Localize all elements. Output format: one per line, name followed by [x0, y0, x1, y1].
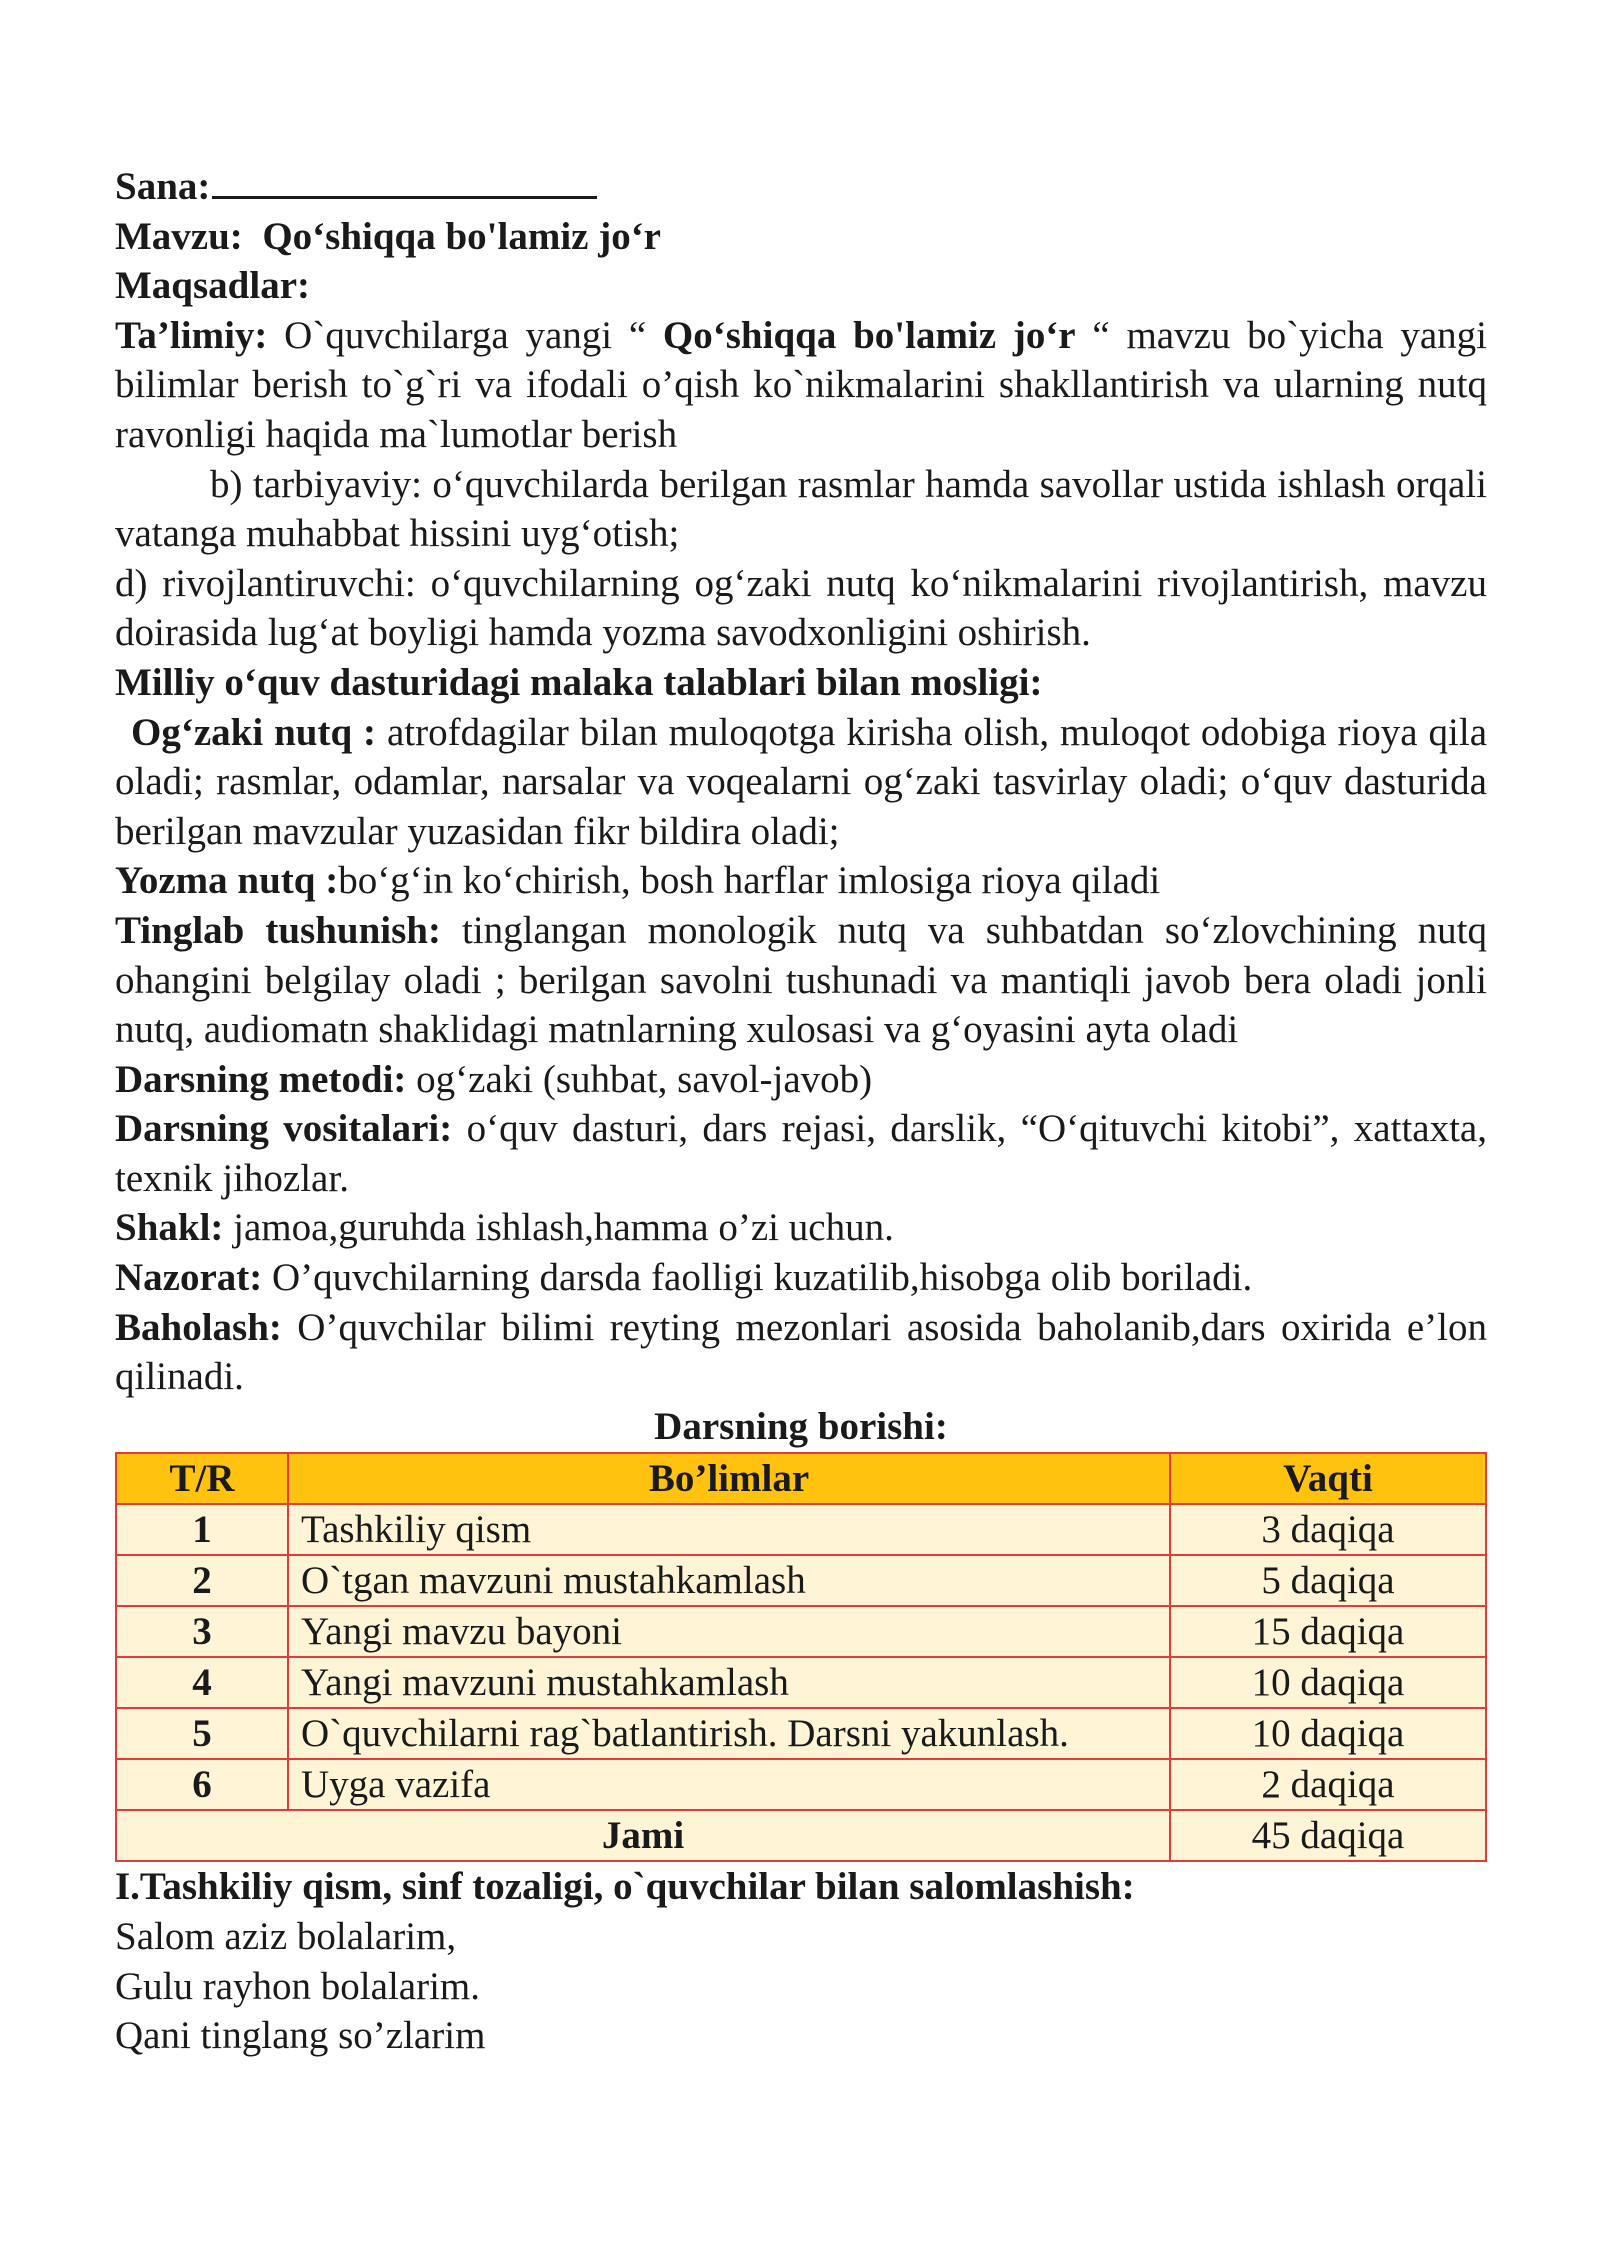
- tinglab-paragraph: Tinglab tushunish: tinglangan monologik nutq va suhbatdan so‘zlovchining nutq ohangini belgilay oladi ; berilgan savolni tushunadi va mantiqli javob bera oladi jonli nutq, audiomatn shaklidagi matnlarning xulosasi va g‘oyasini ayta oladi: [115, 908, 1487, 1052]
- mavzu-label: Mavzu:: [115, 214, 243, 258]
- row-number: 1: [116, 1504, 288, 1555]
- lesson-plan-page: [115, 162, 1487, 2061]
- header-bolimlar: Bo’limlar: [288, 1453, 1170, 1504]
- row-number: 3: [116, 1606, 288, 1657]
- row-section: O`tgan mavzuni mustahkamlash: [288, 1555, 1170, 1606]
- row-time: 5 daqiqa: [1170, 1555, 1486, 1606]
- total-time: 45 daqiqa: [1170, 1810, 1486, 1861]
- table-header-row: [116, 1453, 1486, 1504]
- poem-line: Salom aziz bolalarim,: [115, 1915, 457, 1959]
- header-tr: T/R: [116, 1453, 288, 1504]
- table-row: [116, 1759, 1486, 1810]
- ogzaki-paragraph: Og‘zaki nutq : atrofdagilar bilan muloqotga kirisha olish, muloqot odobiga rioya qila oladi; rasmlar, odamlar, narsalar va voqealarni og‘zaki tasvirlay oladi; o‘quv dasturida berilgan mavzular yuzasidan fikr bildira oladi;: [115, 710, 1487, 853]
- talimiy-paragraph: Ta’limiy: O`quvchilarga yangi “ Qo‘shiqqa bo'lamiz jo‘r “ mavzu bo`yicha yangi bilimlar berish to`g`ri va ifodali o’qish ko`nikmalarini shakllantirish va ularning nutq ravonligi haqida ma`lumotlar berish: [115, 313, 1487, 456]
- row-section: Yangi mavzuni mustahkamlash: [288, 1657, 1170, 1708]
- vosita-paragraph: Darsning vositalari: o‘quv dasturi, dars rejasi, darslik, “O‘qituvchi kitobi”, xattaxta, texnik jihozlar.: [115, 1107, 1487, 1200]
- table-row: [116, 1657, 1486, 1708]
- metod-paragraph: Darsning metodi: og‘zaki (suhbat, savol-javob): [115, 1057, 873, 1101]
- row-time: 15 daqiqa: [1170, 1606, 1486, 1657]
- milliy-heading: Milliy o‘quv dasturidagi malaka talablari bilan mosligi:: [115, 660, 1043, 704]
- table-total-row: [116, 1810, 1486, 1861]
- baholash-paragraph: Baholash: O’quvchilar bilimi reyting mezonlari asosida baholanib,dars oxirida e’lon qilinadi.: [115, 1305, 1487, 1399]
- talimiy-label: Ta’limiy:: [115, 313, 268, 357]
- rivojlantiruvchi-paragraph: d) rivojlantiruvchi: o‘quvchilarning og‘zaki nutq ko‘nikmalarini rivojlantirish, mavzu doirasida lug‘at boyligi hamda yozma savodxonligini oshirish.: [115, 561, 1487, 655]
- yozma-label: Yozma nutq :: [115, 859, 339, 903]
- vosita-label: Darsning vositalari:: [115, 1107, 453, 1151]
- row-number: 4: [116, 1657, 288, 1708]
- row-time: 3 daqiqa: [1170, 1504, 1486, 1555]
- poem-line: Gulu rayhon bolalarim.: [115, 1964, 480, 2008]
- header-vaqti: Vaqti: [1170, 1453, 1486, 1504]
- metod-label: Darsning metodi:: [115, 1057, 407, 1101]
- row-number: 6: [116, 1759, 288, 1810]
- table-title: Darsning borishi:: [654, 1404, 948, 1448]
- sana-line: [115, 162, 1487, 212]
- table-row: [116, 1555, 1486, 1606]
- sana-blank: [212, 166, 597, 199]
- row-section: Uyga vazifa: [288, 1759, 1170, 1810]
- shakl-label: Shakl:: [115, 1206, 224, 1250]
- tinglab-label: Tinglab tushunish:: [115, 908, 441, 952]
- tarbiyaviy-paragraph: b) tarbiyaviy: o‘quvchilarda berilgan rasmlar hamda savollar ustida ishlash orqali vatanga muhabbat hissini uyg‘otish;: [115, 462, 1487, 556]
- poem-line: Qani tinglang so’zlarim: [115, 2014, 486, 2058]
- row-number: 5: [116, 1708, 288, 1759]
- lesson-schedule-table: [115, 1452, 1487, 1862]
- maqsadlar-heading: Maqsadlar:: [115, 264, 310, 308]
- row-section: O`quvchilarni rag`batlantirish. Darsni yakunlash.: [288, 1708, 1170, 1759]
- nazorat-paragraph: Nazorat: O’quvchilarning darsda faolligi kuzatilib,hisobga olib boriladi.: [115, 1256, 1253, 1300]
- ogzaki-label: Og‘zaki nutq :: [131, 710, 377, 754]
- yozma-paragraph: Yozma nutq :bo‘g‘in ko‘chirish, bosh harflar imlosiga rioya qiladi: [115, 859, 1161, 903]
- table-row: [116, 1606, 1486, 1657]
- row-section: Tashkiliy qism: [288, 1504, 1170, 1555]
- mavzu-line: [115, 212, 1487, 262]
- nazorat-label: Nazorat:: [115, 1256, 263, 1300]
- row-section: Yangi mavzu bayoni: [288, 1606, 1170, 1657]
- table-row: [116, 1504, 1486, 1555]
- shakl-paragraph: Shakl: jamoa,guruhda ishlash,hamma o’zi uchun.: [115, 1206, 894, 1250]
- total-label: Jami: [116, 1810, 1170, 1861]
- mavzu-title: Qo‘shiqqa bo'lamiz jo‘r: [262, 214, 661, 258]
- baholash-label: Baholash:: [115, 1305, 282, 1349]
- sana-label: Sana:: [115, 165, 211, 208]
- row-time: 10 daqiqa: [1170, 1657, 1486, 1708]
- row-number: 2: [116, 1555, 288, 1606]
- row-time: 2 daqiqa: [1170, 1759, 1486, 1810]
- row-time: 10 daqiqa: [1170, 1708, 1486, 1759]
- section1-heading: I.Tashkiliy qism, sinf tozaligi, o`quvchilar bilan salomlashish:: [115, 1865, 1135, 1909]
- table-row: [116, 1708, 1486, 1759]
